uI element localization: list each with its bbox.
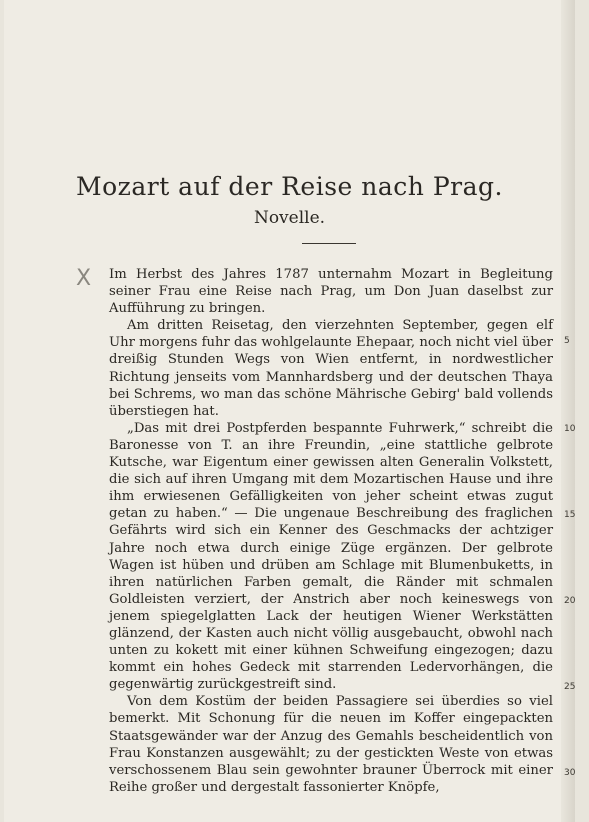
line-number-10: 10 bbox=[564, 424, 575, 434]
chapter-title: Mozart auf der Reise nach Prag. bbox=[76, 172, 503, 201]
paragraph-4: Von dem Kostüm der beiden Passagiere sei überdies so viel bemerkt. Mit Schonung für die neuen im Koffer eingepackten Staatsgewänder war der Anzug des Gemahls bescheidentlich von Frau Konstanzen ausgewählt; zu der gestickten Weste von etwas verschossenem Blau sein gewohnter brauner Überrock mit einer Reihe großer und dergestalt fassonierter Knöpfe, bbox=[109, 694, 553, 795]
line-number-30: 30 bbox=[564, 768, 575, 778]
book-page bbox=[4, 0, 575, 822]
line-number-15: 15 bbox=[564, 510, 575, 520]
pencil-mark: X bbox=[76, 266, 92, 291]
paragraph-2: Am dritten Reisetag, den vierzehnten September, gegen elf Uhr morgens fuhr das wohlgelaunte Ehepaar, noch nicht viel über dreißig Stunden Wegs von Wien entfernt, in nordwestlicher Richtung jenseits vom Mannhardsberg und der deutschen Thaya bei Schrems, wo man das schöne Mährische Gebirg' bald vollends überstiegen hat. bbox=[109, 318, 553, 419]
paragraph-3: „Das mit drei Postpferden bespannte Fuhrwerk,“ schreibt die Baronesse von T. an ihre Freundin, „eine stattliche gelbrote Kutsche, war Eigentum einer gewissen alten Generalin Volkstett, die sich auf ihren Umgang mit dem Mozartischen Hause und ihre ihm erwiesenen Gefälligkeiten von jeher scheint etwas zugut getan zu haben.“ — Die ungenaue Beschreibung des fraglichen Gefährts wird sich ein Kenner des Geschmacks der achtziger Jahre noch etwa durch einige Züge ergänzen. Der gelbrote Wagen ist hüben und drüben am Schlage mit Blumenbuketts, in ihren natürlichen Farben gemalt, die Ränder mit schmalen Goldleisten verziert, der Anstrich aber noch keineswegs von jenem spiegelglatten Lack der heutigen Wiener Werkstätten glänzend, der Kasten auch nicht völlig ausgebaucht, obwohl nach unten zu kokett mit einer kühnen Schweifung eingezogen; dazu kommt ein hohes Gedeck mit starrenden Ledervorhängen, die gegenwärtig zurückgestreift sind. bbox=[109, 420, 553, 693]
paragraph-1: Im Herbst des Jahres 1787 unternahm Mozart in Begleitung seiner Frau eine Reise nach Prag, um Don Juan daselbst zur Aufführung zu bringen. bbox=[109, 267, 553, 317]
chapter-subtitle: Novelle. bbox=[253, 208, 326, 228]
line-number-5: 5 bbox=[564, 336, 570, 346]
line-number-25: 25 bbox=[564, 682, 575, 692]
title-divider bbox=[302, 243, 356, 244]
page-edge bbox=[561, 0, 575, 822]
line-number-20: 20 bbox=[564, 596, 575, 606]
body-text bbox=[109, 266, 553, 796]
